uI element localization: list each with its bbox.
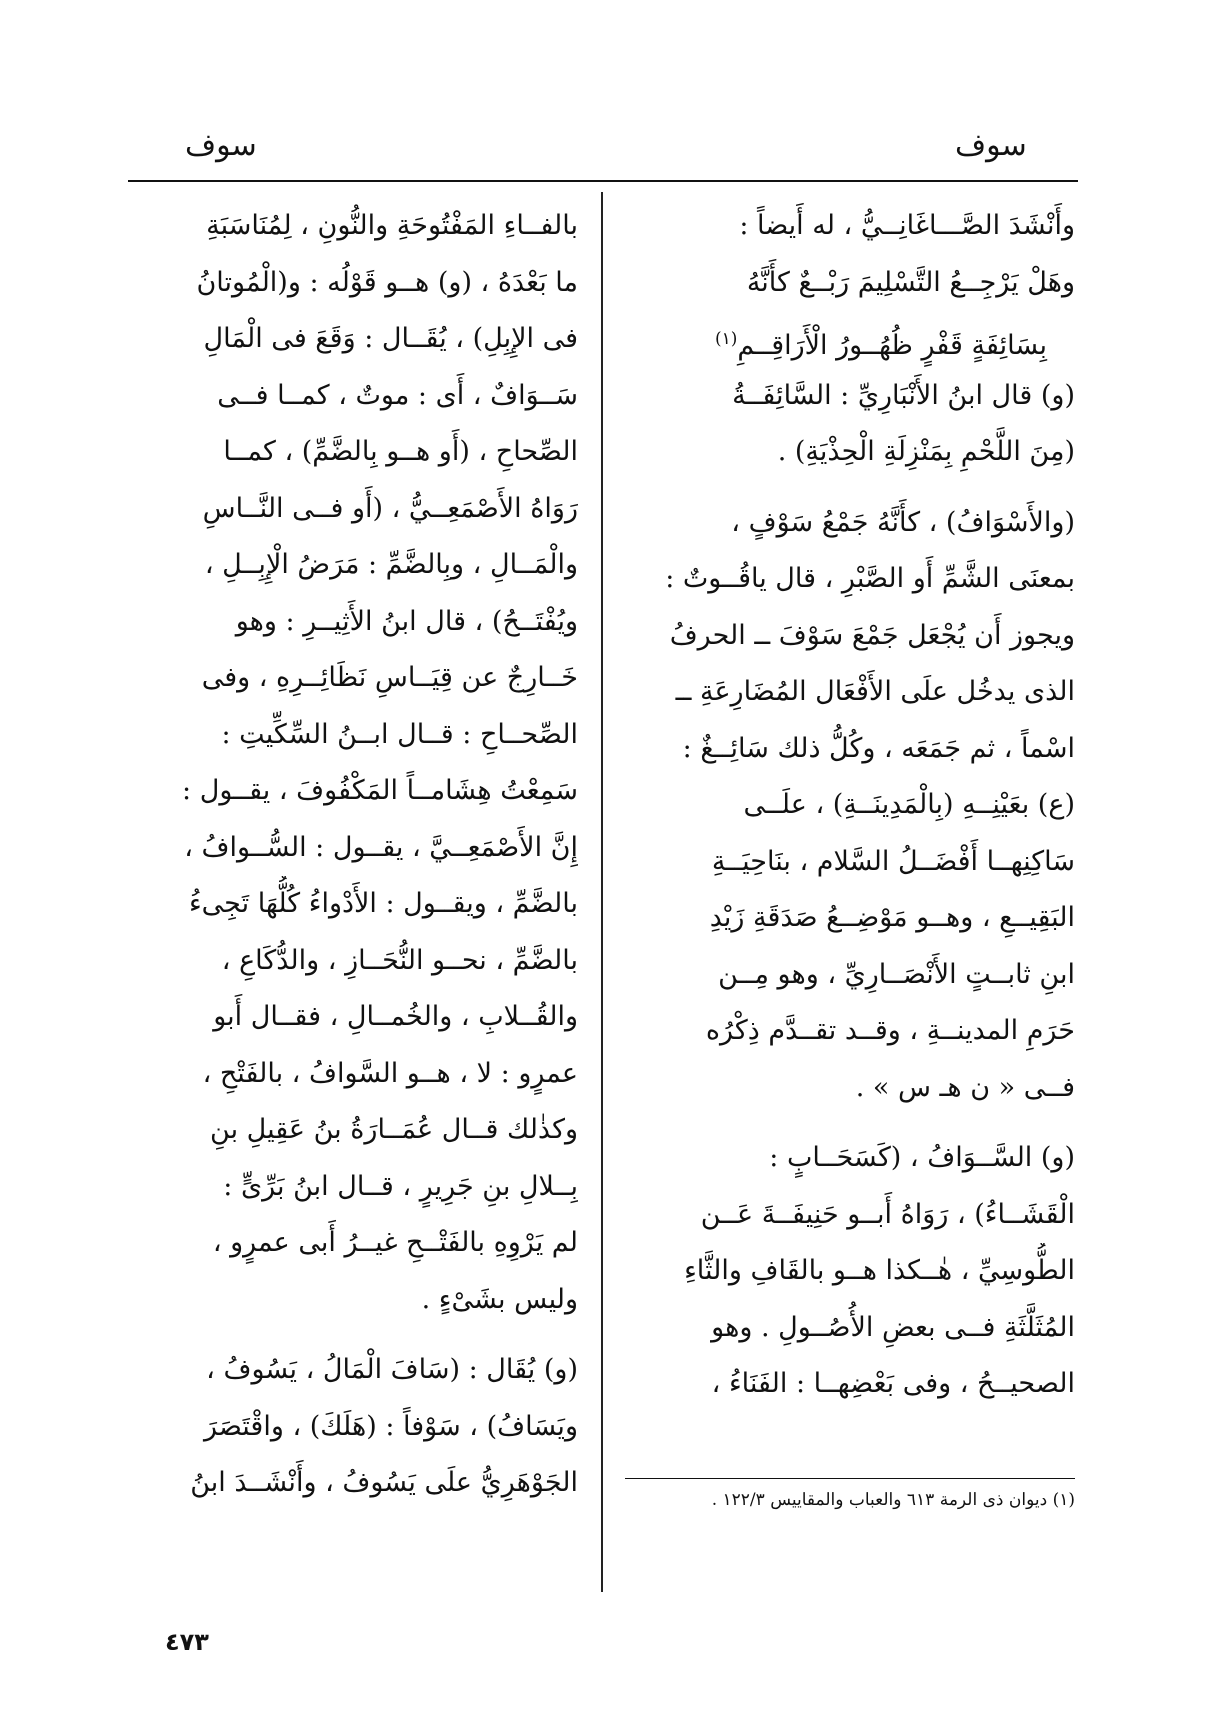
- text-line: الصحيــحُ ، وفى بَعْضِهــا : الفَنَاءُ ،: [711, 1368, 1075, 1399]
- text-line: ويجوز أَن يُجْعَل جَمْعَ سَوْفَ ــ الحرفُ: [669, 619, 1075, 651]
- text-line: ابنِ ثابــتٍ الأَنْصَــارِيِّ ، وهو مِــن: [718, 958, 1075, 990]
- text-line: بالضَّمِّ ، نحــو النُّحَــازِ ، والدُّكَاعِ ،: [221, 944, 578, 976]
- paragraph-gap: [133, 1328, 578, 1342]
- text-line: بِــلالِ بنِ جَرِيرٍ ، قــال ابنُ بَرِّىٍّ :: [223, 1170, 578, 1202]
- text-line: سَمِعْتُ هِشَامــاً المَكْفُوفَ ، يقــول :: [182, 775, 578, 806]
- text-line: وليس بشَىْءٍ .: [421, 1283, 578, 1315]
- text-line: الصِّحــاحِ : قــال ابــنُ السِّكِّيتِ :: [221, 718, 578, 750]
- text-line: (والأَسْوَافُ) ، كأَنَّهُ جَمْعُ سَوْفٍ ،: [731, 506, 1075, 538]
- text-line: لم يَرْوِهِ بالفَتْــحِ غيــرُ أَبى عمرٍو ،: [212, 1227, 578, 1258]
- text-line: بمعنَى الشَّمِّ أَو الصَّبْرِ ، قال ياقُــوتٌ :: [665, 563, 1075, 594]
- text-line: ويَسَافُ) ، سَوْفاً : (هَلَكَ) ، واقْتَصَرَ: [203, 1410, 578, 1442]
- text-line: (و) يُقَال : (سَافَ الْمَالُ ، يَسُوفُ ،: [206, 1354, 578, 1385]
- text-line: عمرٍو : لا ، هــو السَّوافُ ، بالفَتْحِ ،: [202, 1057, 578, 1089]
- footnote: (١) ديوان ذى الرمة ٦١٣ والعباب والمقاييس ١٢٢/٣ .: [711, 1490, 1075, 1510]
- text-line: المُثَلَّثَةِ فــى بعضِ الأُصُــولِ . وهو: [711, 1311, 1075, 1343]
- text-line: (و) السَّــوَافُ ، (كَسَحَــابٍ :: [769, 1142, 1075, 1173]
- text-line: الصِّحاحِ ، (أَو هــو بِالضَّمِّ) ، كمــا: [223, 436, 578, 467]
- text-line: (و) قال ابنُ الأَنْبَارِيِّ : السَّائِفَــةُ: [732, 379, 1075, 411]
- text-line: وأَنْشَدَ الصَّـــاغَانِــيُّ ، له أَيضاً :: [739, 210, 1075, 241]
- text-line: ما بَعْدَهُ ، (و) هــو قَوْلُه : و(الْمُوتانُ: [196, 266, 578, 298]
- header-rule: [128, 180, 1078, 182]
- right-column: [625, 198, 1075, 1413]
- text-line: فى الإِبِلِ) ، يُقَــال : وَقَعَ فى الْمَالِ: [203, 323, 578, 354]
- verse-line: [625, 311, 1075, 368]
- text-line: سَاكِنِهــا أَفْضَــلُ السَّلام ، بنَاحِيَــةِ: [711, 845, 1075, 877]
- text-line: اسْماً ، ثم جَمَعَه ، وكُلُّ ذلك سَائِــغٌ :: [682, 732, 1075, 764]
- text-line: ويُفْتَــحُ) ، قال ابنُ الأَثِيــرِ : وهو: [235, 605, 578, 637]
- text-line: بالفــاءِ المَفْتُوحَةِ والنُّونِ ، لِمُنَاسَبَةِ: [206, 210, 578, 241]
- text-line: حَرَمِ المدينــةِ ، وقــد تقــدَّم ذِكْرُه: [705, 1015, 1075, 1046]
- footnote-marker: (١): [715, 329, 738, 349]
- text-line: الطُّوسِيِّ ، هٰــكذا هــو بالقَافِ والثَّاءِ: [684, 1255, 1075, 1286]
- text-line: رَوَاهُ الأَصْمَعِــيُّ ، (أَو فــى النَّــاسِ: [202, 492, 578, 524]
- footnote-rule: [625, 1478, 1075, 1479]
- left-column: [133, 198, 578, 1512]
- text-line: الذى يدخُل علَى الأَفْعَال المُضَارِعَةِ ــ: [675, 676, 1075, 707]
- verse-text: بِسَائِفَةٍ قَفْرٍ ظُهُــورُ الْأَرَاقِــمِ: [737, 330, 1047, 361]
- paragraph-gap: [625, 481, 1075, 495]
- running-header-right: سوف: [955, 128, 1027, 163]
- paragraph-gap: [625, 1116, 1075, 1130]
- column-divider: [601, 192, 603, 1592]
- page-number: ٤٧٣: [165, 1628, 209, 1656]
- verse-line: وهَلْ يَرْجِــعُ التَّسْلِيمَ رَبْــعٌ كأَنَّهُ: [746, 266, 1075, 298]
- text-line: (ع) بعَيْنِــهِ (بِالْمَدِينَــةِ) ، علَــى: [743, 789, 1075, 820]
- text-line: الْقَشَــاءُ) ، رَوَاهُ أَبــو حَنِيفَــةَ عَــن: [700, 1198, 1075, 1230]
- text-line: الجَوْهَرِيُّ علَى يَسُوفُ ، وأَنْشَــدَ ابنُ: [190, 1467, 578, 1498]
- text-line: وكذٰلك قــال عُمَــارَةُ بنُ عَقِيلِ بنِ: [210, 1114, 578, 1145]
- text-line: (مِنَ اللَّحْمِ بِمَنْزِلَةِ الْحِذْيَةِ) .: [777, 436, 1075, 467]
- text-line: والقُــلابِ ، والخُمــالِ ، فقــال أَبو: [213, 1001, 578, 1032]
- text-line: خَــارِجٌ عن قِيَــاسِ نَظَائِــرِهِ ، وفى: [201, 662, 578, 693]
- running-header-left: سوف: [185, 128, 257, 163]
- text-line: إِنَّ الأَصْمَعِــيَّ ، يقــول : السُّــوافُ ،: [184, 831, 578, 863]
- text-line: والْمَــالِ ، وبِالضَّمِّ : مَرَضُ الْإِبِــلِ ،: [204, 549, 578, 580]
- text-line: سَــوَافٌ ، أَى : موتٌ ، كمــا فــى: [217, 379, 578, 411]
- text-line: فــى « ن هـ س » .: [855, 1071, 1075, 1103]
- text-line: البَقِيــعِ ، وهــو مَوْضِــعُ صَدَقَةِ زَيْدِ: [709, 902, 1075, 933]
- text-line: بالضَّمِّ ، ويقــول : الأَدْواءُ كُلُّهَا تَجِىءُ: [188, 888, 578, 919]
